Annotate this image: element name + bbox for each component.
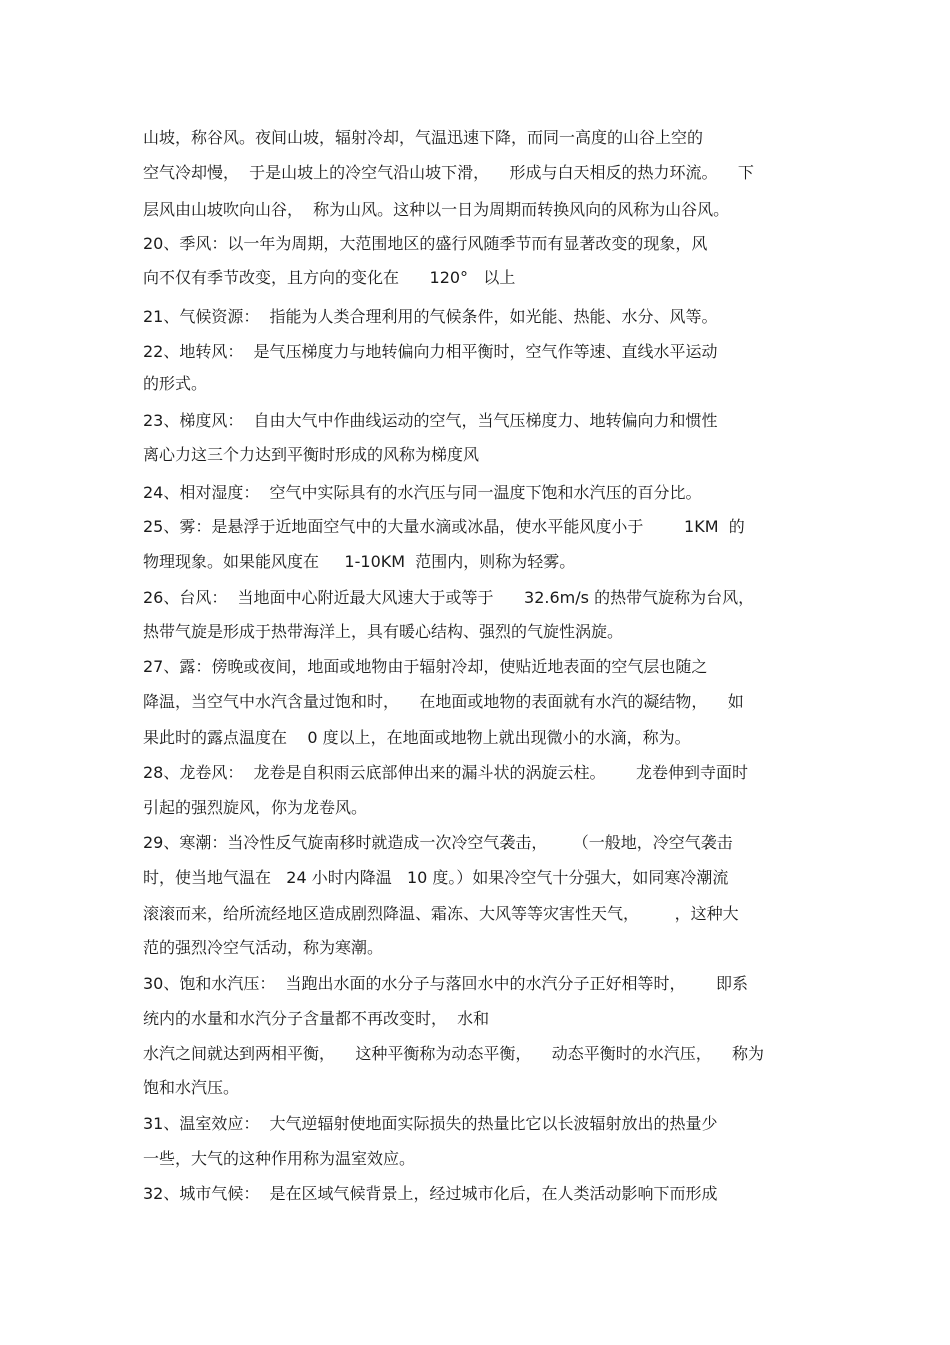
text-line: 时，使当地气温在 24 小时内降温 10 度。）如果冷空气十分强大，如同寒冷潮流 <box>143 868 729 887</box>
text-line: 滚滚而来，给所流经地区造成剧烈降温、霜冻、大风等等灾害性天气， ，这种大 <box>143 904 739 923</box>
text-line: 热带气旋是形成于热带海洋上，具有暖心结构、强烈的气旋性涡旋。 <box>143 622 624 641</box>
text-line: 向不仅有季节改变，且方向的变化在 120° 以上 <box>143 268 516 287</box>
text-line: 23、梯度风： 自由大气中作曲线运动的空气，当气压梯度力、地转偏向力和惯性 <box>143 411 718 430</box>
text-line: 统内的水量和水汽分子含量都不再改变时， 水和 <box>143 1009 490 1028</box>
text-line: 果此时的露点温度在 0 度以上，在地面或地物上就出现微小的水滴，称为。 <box>143 728 691 747</box>
text-line: 范的强烈冷空气活动，称为寒潮。 <box>143 938 384 957</box>
text-line: 山坡，称谷风。夜间山坡，辐射冷却，气温迅速下降，而同一高度的山谷上空的 <box>143 128 704 147</box>
text-line: 30、饱和水汽压： 当跑出水面的水分子与落回水中的水汽分子正好相等时， 即系 <box>143 974 749 993</box>
text-line: 20、季风：以一年为周期，大范围地区的盛行风随季节而有显著改变的现象，风 <box>143 234 708 253</box>
text-line: 21、气候资源： 指能为人类合理利用的气候条件，如光能、热能、水分、风等。 <box>143 307 718 326</box>
text-line: 引起的强烈旋风，你为龙卷风。 <box>143 798 368 817</box>
text-line: 的形式。 <box>143 374 208 393</box>
text-line: 28、龙卷风： 龙卷是自积雨云底部伸出来的漏斗状的涡旋云柱。 龙卷伸到寺面时 <box>143 763 749 782</box>
text-line: 水汽之间就达到两相平衡， 这种平衡称为动态平衡， 动态平衡时的水汽压， 称为 <box>143 1044 765 1063</box>
text-line: 31、温室效应： 大气逆辐射使地面实际损失的热量比它以长波辐射放出的热量少 <box>143 1114 718 1133</box>
text-line: 24、相对湿度： 空气中实际具有的水汽压与同一温度下饱和水汽压的百分比。 <box>143 483 702 502</box>
text-line: 26、台风： 当地面中心附近最大风速大于或等于 32.6m/s 的热带气旋称为台风， <box>143 588 755 607</box>
text-line: 27、露：傍晚或夜间，地面或地物由于辐射冷却，使贴近地表面的空气层也随之 <box>143 657 708 676</box>
text-line: 空气冷却慢， 于是山坡上的冷空气沿山坡下滑， 形成与白天相反的热力环流。 下 <box>143 163 754 182</box>
text-line: 物理现象。如果能风度在 1-10KM 范围内，则称为轻雾。 <box>143 552 576 571</box>
text-line: 一些，大气的这种作用称为温室效应。 <box>143 1149 416 1168</box>
text-line: 离心力这三个力达到平衡时形成的风称为梯度风 <box>143 445 480 464</box>
text-line: 32、城市气候： 是在区域气候背景上，经过城市化后，在人类活动影响下而形成 <box>143 1184 718 1203</box>
text-line: 降温，当空气中水汽含量过饱和时， 在地面或地物的表面就有水汽的凝结物， 如 <box>143 692 744 711</box>
text-line: 29、寒潮：当冷性反气旋南移时就造成一次冷空气袭击， （一般地，冷空气袭击 <box>143 833 733 852</box>
text-line: 层风由山坡吹向山谷， 称为山风。这种以一日为周期而转换风向的风称为山谷风。 <box>143 200 730 219</box>
text-line: 饱和水汽压。 <box>143 1078 240 1097</box>
text-line: 22、地转风： 是气压梯度力与地转偏向力相平衡时，空气作等速、直线水平运动 <box>143 342 718 361</box>
text-line: 25、雾：是悬浮于近地面空气中的大量水滴或冰晶，使水平能风度小于 1KM 的 <box>143 517 745 536</box>
